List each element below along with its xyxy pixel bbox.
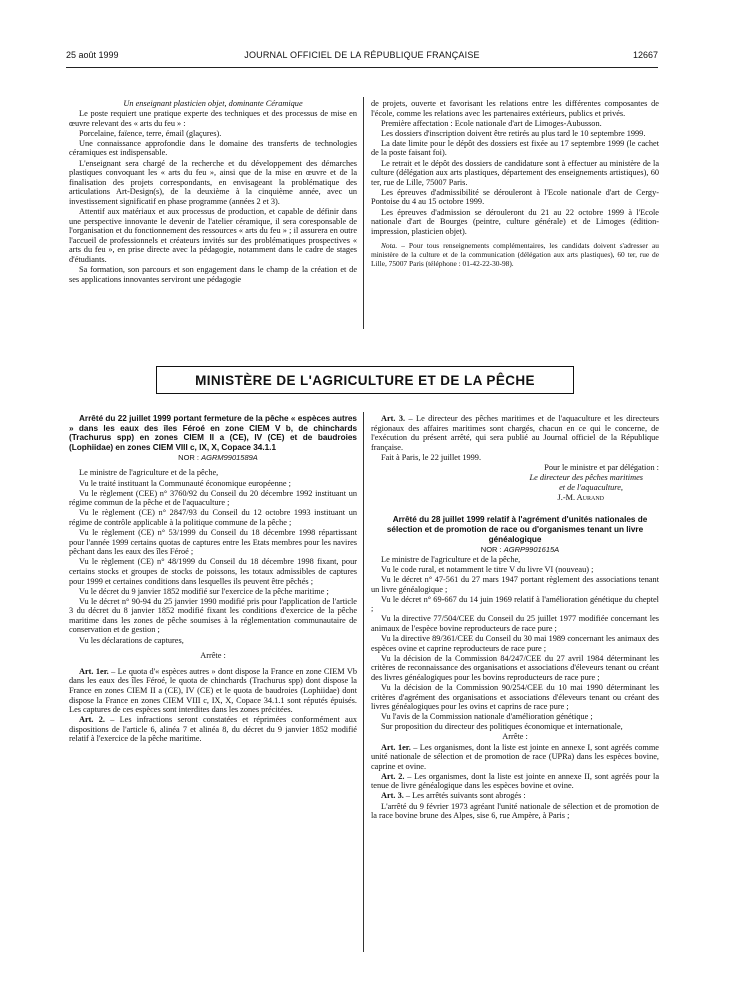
nor-label: NOR :	[178, 452, 200, 462]
article-text: – Le directeur des pêches maritimes et de l'aquaculture et les directeurs régionaux des affaires maritimes sont chargés, chacun en ce qui le concerne, de l'exécution du présent arrêté, qui sera publié au Journal officiel de la République française.	[371, 414, 659, 452]
paragraph: L'arrêté du 9 février 1973 agréant l'unité nationale de sélection et de promotion de la race bovine brune des Alpes, sise 6, rue Ampère, à Paris ;	[371, 801, 659, 821]
signer-role-text: Le directeur des pêches maritimes	[529, 473, 643, 483]
header-date: 25 août 1999	[66, 50, 119, 60]
paragraph: Vu le décret du 9 janvier 1852 modifié sur l'exercice de la pêche maritime ;	[79, 586, 329, 596]
paragraph: Vu le code rural, et notamment le titre V du livre VI (nouveau) ;	[381, 564, 594, 574]
paragraph: Vu le règlement (CE) n° 53/1999 du Conseil du 18 décembre 1998 répartissant pour l'année 1999 certains quotas de captures entre les Etats membres pour les navires pêchant dans les eaux des îles Féroé ;	[69, 528, 357, 557]
article-label: Art. 3.	[381, 414, 406, 423]
paragraph: Vu le règlement (CE) n° 48/1999 du Conseil du 18 décembre 1998 fixant, pour certains stocks et groupes de stocks de poissons, les totaux admissibles de captures pour 1999 et certaines conditions dans lesquelles ils peuvent être pêchés ;	[69, 557, 357, 586]
column-divider-bottom	[363, 412, 364, 952]
paragraph: Vu le décret n° 69-667 du 14 juin 1969 relatif à l'amélioration génétique du cheptel ;	[371, 594, 659, 614]
article-text: – Les organismes, dont la liste est jointe en annexe I, sont agréés comme unité nationale de sélection et de promotion de race (UPRa) dans les espèces bovine, caprine et ovine.	[371, 742, 659, 771]
article-1	[371, 743, 659, 772]
article-text: – Le quota d'« espèces autres » dont dispose la France en zone CIEM Vb dans les eaux des îles Féroé, le quota de chinchards (Trachurus spp) dont dispose la France en zones CIEM II a (CE), IV (CE) et le quota de baudroies (Lophiidae) dont dispose la France en zones CIEM VIII c, IX, X, Copace 34.1.1 sont réputés épuisés. Les captures de ces espèces sont interdites dans les zones précitées.	[69, 666, 357, 715]
paragraph: Vu le règlement (CEE) n° 3760/92 du Conseil du 20 décembre 1992 instituant un régime commun de la pêche et de l'aquaculture ;	[69, 488, 357, 508]
article-1	[69, 667, 357, 715]
paragraph: Vu la directive 89/361/CEE du Conseil du 30 mai 1989 concernant les animaux des espèces ovine et caprine reproducteurs de race pure ;	[371, 633, 659, 653]
top-left-column	[69, 99, 357, 285]
signer-name: J.-M. Aurand	[557, 493, 604, 503]
paragraph: Le ministre de l'agriculture et de la pêche,	[79, 468, 219, 478]
paragraph: Vu la décision de la Commission 90/254/CEE du 10 mai 1990 déterminant les critères d'agrément des organisations et associations d'éleveurs tenant ou créant des livres généalogiques pour les ovins et caprins de race pure ;	[371, 682, 659, 712]
arrete-1-title: Arrêté du 22 juillet 1999 portant fermeture de la pêche « espèces autres » dans les eaux des îles Féroé en zone CIEM V b, de chinchards (Trachurus spp) en zones CIEM II a (CE), IV (CE) et de baudroies (Lophiidae) en zones CIEM VIII c, IX, X, Copace 34.1.1	[69, 414, 357, 452]
arrete-1-nor	[69, 453, 357, 463]
paragraph: Sur proposition du directeur des politiques économique et internationale,	[381, 722, 623, 732]
article-3	[371, 791, 659, 801]
signer-role-1	[371, 473, 659, 483]
column-divider-top	[363, 97, 364, 329]
section-subtitle: Un enseignant plasticien objet, dominante Céramique	[123, 99, 303, 108]
article-label: Art. 2.	[79, 715, 105, 725]
article-label: Art. 1er.	[79, 666, 109, 676]
paragraph: Première affectation : Ecole nationale d'art de Limoges-Aubusson.	[381, 118, 602, 128]
article-label: Art. 1er.	[381, 742, 411, 752]
ministry-heading-box: MINISTÈRE DE L'AGRICULTURE ET DE LA PÊCHE	[156, 366, 574, 394]
paragraph: Porcelaine, faïence, terre, émail (glaçures).	[79, 128, 222, 138]
nor-label: NOR :	[480, 544, 502, 554]
delegation-line: Pour le ministre et par délégation :	[544, 462, 659, 472]
article-2	[69, 715, 357, 744]
paragraph: Sa formation, son parcours et son engagement dans le champ de la création et de ses applications innovantes serviront une pédagogie	[69, 265, 357, 284]
bottom-right-column	[371, 414, 659, 821]
nor-code: AGRM9901589A	[201, 452, 258, 462]
nota-label: Nota.	[381, 241, 398, 251]
arrete-1-column	[69, 414, 357, 745]
arrete-2-nor	[371, 545, 659, 555]
paragraph: de projets, ouverte et favorisant les relations entre les différentes composantes de l'école, comme les relations avec les partenaires extérieurs, publics et privés.	[371, 99, 659, 118]
header-page-number: 12667	[632, 50, 658, 60]
article-text: – Les organismes, dont la liste est jointe en annexe II, sont agréés pour la tenue de livre généalogique dans les espèces bovine et ovine.	[371, 771, 660, 791]
nota	[371, 242, 659, 268]
top-right-column	[371, 99, 659, 269]
paragraph: Attentif aux matériaux et aux processus de production, et capable de définir dans une perspective innovante le devenir de l'atelier céramique, il sera coresponsable de l'organisation et du fonctionnement des ressources « arts du feu » ; il assurera en outre l'accueil de professionnels et créateurs invités sur des problématiques prospectives « arts du feu », en prise directe avec la pédagogie, notamment dans le cadre de stages d'étudiants.	[69, 207, 357, 264]
article-text: – Les infractions seront constatées et réprimées conformément aux dispositions de l'article 6, alinéa 7 et alinéa 8, du décret du 9 janvier 1852 modifié relatif à l'exercice de la pêche maritime.	[69, 715, 358, 744]
article-label: Art. 2.	[381, 771, 405, 781]
arrete-2-title: Arrêté du 28 juillet 1999 relatif à l'agrément d'unités nationales de sélection et de promotion de race ou d'organismes tenant un livre généalogique	[386, 515, 648, 544]
page-header	[66, 50, 658, 66]
paragraph: Le poste requiert une pratique experte des techniques et des processus de mise en œuvre relevant des « arts du feu » :	[69, 109, 357, 128]
paragraph: Le retrait et le dépôt des dossiers de candidature sont à effectuer au ministère de la culture (délégation aux arts plastiques, département des enseignements artistiques), 60 ter, rue de Lille, 75007 Paris.	[371, 158, 659, 187]
paragraph: Vu le traité instituant la Communauté économique européenne ;	[79, 478, 291, 488]
article-label: Art. 3.	[381, 791, 404, 801]
paragraph: Vu la directive 77/504/CEE du Conseil du 25 juillet 1977 modifiée concernant les animaux de l'espèce bovine reproducteurs de race pure ;	[371, 614, 659, 633]
paragraph: Vu le décret n° 47-561 du 27 mars 1947 portant règlement des associations tenant un livre généalogique ;	[371, 574, 659, 594]
paragraph: La date limite pour le dépôt des dossiers est fixée au 17 septembre 1999 (le cachet de la poste faisant foi).	[371, 138, 659, 158]
paragraph: Les dossiers d'inscription doivent être retirés au plus tard le 10 septembre 1999.	[381, 128, 646, 138]
header-rule	[66, 67, 658, 68]
article-3	[371, 414, 659, 452]
arrete-word: Arrête :	[200, 651, 226, 661]
paragraph: Vu l'avis de la Commission nationale d'amélioration génétique ;	[381, 712, 593, 722]
paragraph: Vu le décret n° 90-94 du 25 janvier 1990 modifié pris pour l'application de l'article 3 du décret du 8 janvier 1852 modifié fixant les conditions d'exercice de la pêche maritime dans les zones de pêche soumises à la réglementation communautaire de conservation et de gestion ;	[69, 596, 357, 635]
nota-text: – Pour tous renseignements complémentaires, les candidats doivent s'adresser au ministère de la culture et de la communication (délégation aux arts plastiques), 60 ter, rue de Lille, 75007 Paris (téléphone : 01-42-22-30-98).	[371, 241, 659, 268]
paragraph: Vu les déclarations de captures,	[79, 635, 184, 645]
header-journal-title: JOURNAL OFFICIEL DE LA RÉPUBLIQUE FRANÇAISE	[244, 50, 480, 60]
paragraph: Les épreuves d'admission se dérouleront du 21 au 22 octobre 1999 à l'Ecole nationale d'art de Bourges (peintre, culture générale) et de Limoges (édition-impression, plasticien objet).	[371, 207, 659, 236]
signer-role-text: et de l'aquaculture,	[559, 483, 623, 493]
done-at: Fait à Paris, le 22 juillet 1999.	[381, 452, 482, 462]
arrete-word: Arrête :	[502, 732, 528, 742]
paragraph: Une connaissance approfondie dans le domaine des transferts de technologies céramiques est indispensable.	[69, 138, 357, 158]
paragraph: L'enseignant sera chargé de la recherche et du développement des démarches plastiques convoquant les « arts du feu », ainsi que de la mise en œuvre et de la finalisation des projets correspondants, en envisageant la problématique des articulations Art-Design(s), de la deuxième à la cinquième année, avec un investissement significatif en phase programme (années 2 et 3).	[69, 158, 357, 206]
paragraph: Vu la décision de la Commission 84/247/CEE du 27 avril 1984 déterminant les critères de reconnaissance des organisations et associations d'éleveurs tenant ou créant des livres généalogiques pour les bovins reproducteurs de race pure ;	[371, 653, 659, 682]
nor-code: AGRP9901615A	[503, 544, 560, 554]
article-2	[371, 772, 659, 791]
paragraph: Les épreuves d'admissibilité se dérouleront à l'Ecole nationale d'art de Cergy-Pontoise du 4 au 15 octobre 1999.	[371, 187, 659, 207]
article-text: – Les arrêtés suivants sont abrogés :	[405, 791, 526, 801]
paragraph: Le ministre de l'agriculture et de la pêche,	[381, 554, 521, 564]
signer-role-2	[371, 483, 659, 493]
paragraph: Vu le règlement (CE) n° 2847/93 du Conseil du 12 octobre 1993 instituant un régime de contrôle applicable à la politique commune de la pêche ;	[69, 508, 357, 527]
